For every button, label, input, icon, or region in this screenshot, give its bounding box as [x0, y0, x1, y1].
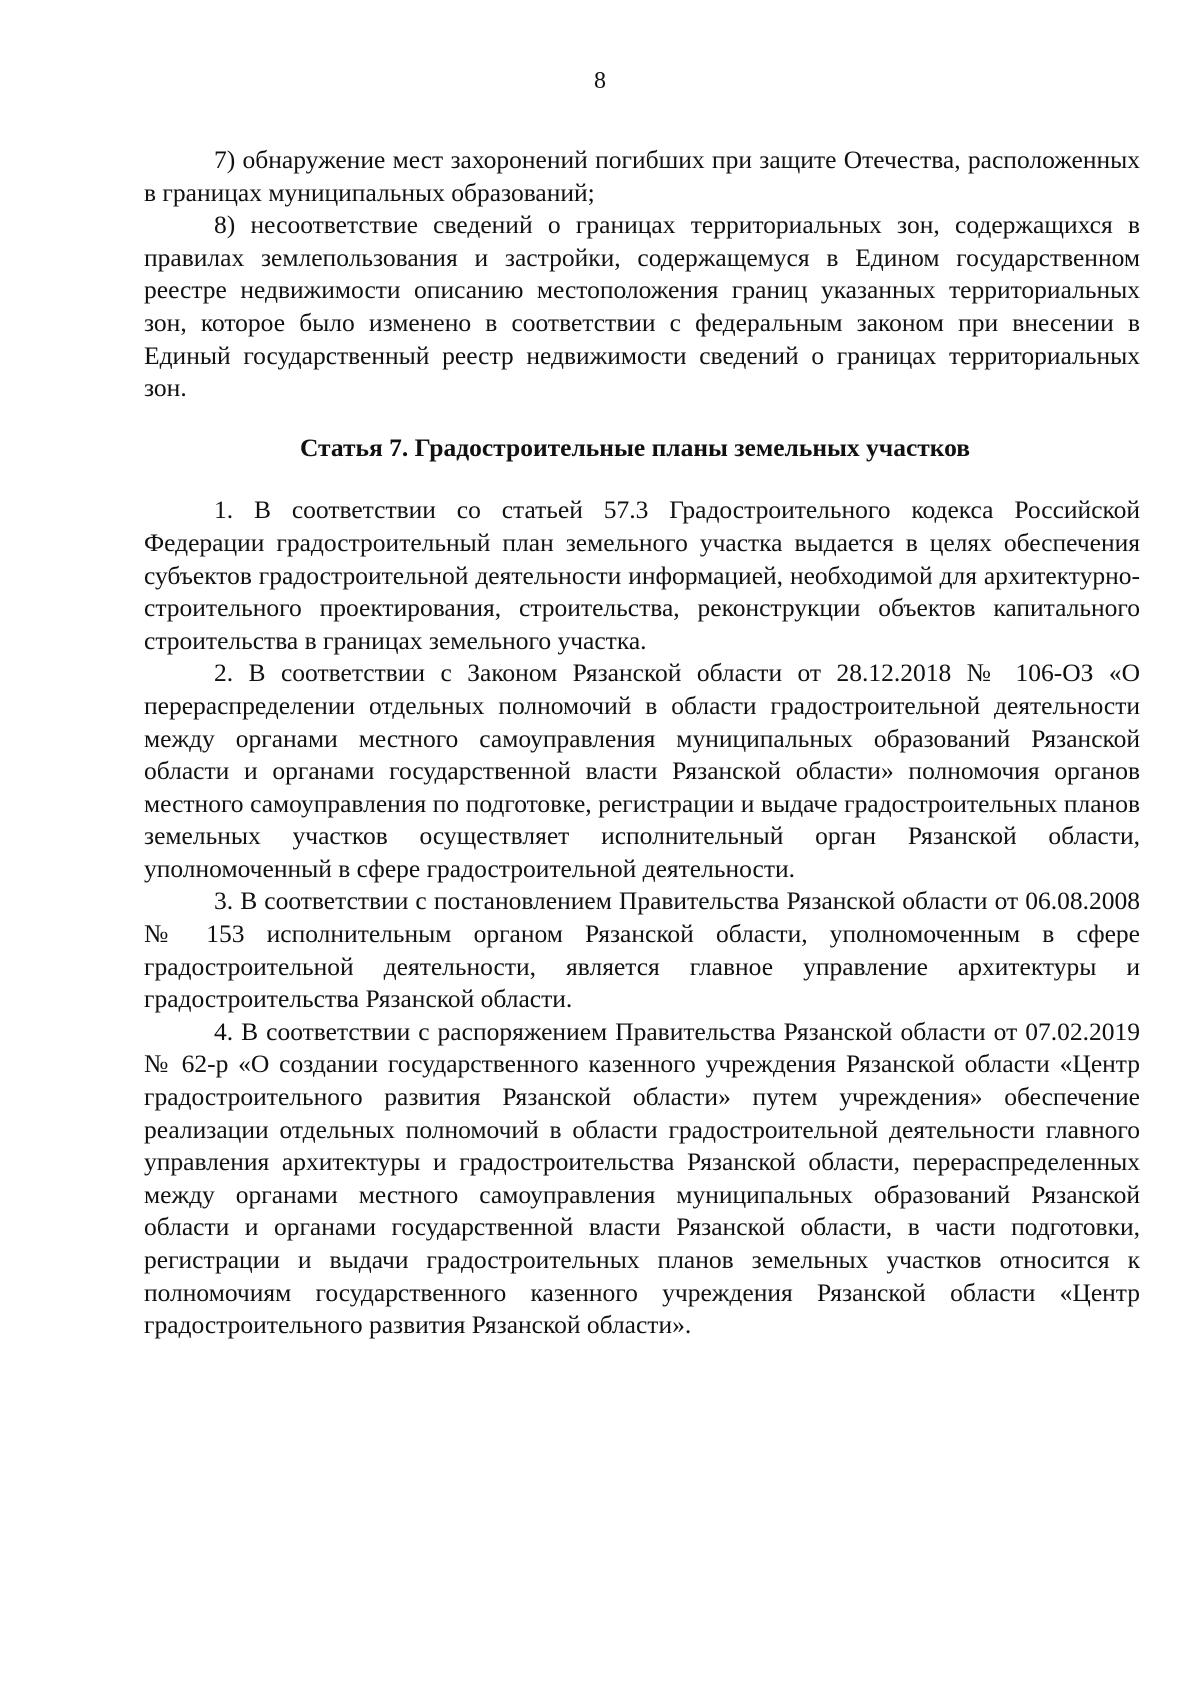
list-item-8: 8) несоответствие сведений о границах территориальных зон, содержащихся в правилах землепользования и застройки, содержащемуся в Едином государственном реестре недвижимости описанию местоположения границ указанных территориальных зон, которое было изменено в соответствии с федеральным законом при внесении в Единый государственный реестр недвижимости сведений о границах территориальных зон. — [144, 210, 1140, 403]
article-7-item-2: 2. В соответствии с Законом Рязанской области от 28.12.2018 № 106-ОЗ «О перераспределении отдельных полномочий в области градостроительной деятельности между органами местного самоуправления муниципальных образований Рязанской области и органами государственной власти Рязанской области» полномочия органов местного самоуправления по подготовке, регистрации и выдаче градостроительных планов земельных участков осуществляет исполнительный орган Рязанской области, уполномоченный в сфере градостроительной деятельности. — [144, 658, 1140, 883]
document-body — [144, 144, 1140, 1342]
article-7-item-4: 4. В соответствии с распоряжением Правительства Рязанской области от 07.02.2019 № 62-р «О создании государственного казенного учреждения Рязанской области «Центр градостроительного развития Рязанской области» путем учреждения» обеспечение реализации отдельных полномочий в области градостроительной деятельности главного управления архитектуры и градостроительства Рязанской области, перераспределенных между органами местного самоуправления муниципальных образований Рязанской области и органами государственной власти Рязанской области, в части подготовки, регистрации и выдачи градостроительных планов земельных участков относится к полномочиям государственного казенного учреждения Рязанской области «Центр градостроительного развития Рязанской области». — [144, 1016, 1140, 1340]
article-7-item-1: 1. В соответствии со статьей 57.3 Градостроительного кодекса Российской Федерации градостроительный план земельного участка выдается в целях обеспечения субъектов градостроительной деятельности информацией, необходимой для архитектурно-строительного проектирования, строительства, реконструкции объектов капитального строительства в границах земельного участка. — [144, 495, 1140, 655]
page-number: 8 — [594, 68, 606, 94]
article-7-heading: Статья 7. Градостроительные планы земельных участков — [299, 432, 971, 462]
article-7-item-3: 3. В соответствии с постановлением Правительства Рязанской области от 06.08.2008 № 153 исполнительным органом Рязанской области, уполномоченным в сфере градостроительной деятельности, является главное управление архитектуры и градостроительства Рязанской области. — [144, 886, 1140, 1014]
list-item-7: 7) обнаружение мест захоронений погибших при защите Отечества, расположенных в границах муниципальных образований; — [144, 145, 1140, 207]
